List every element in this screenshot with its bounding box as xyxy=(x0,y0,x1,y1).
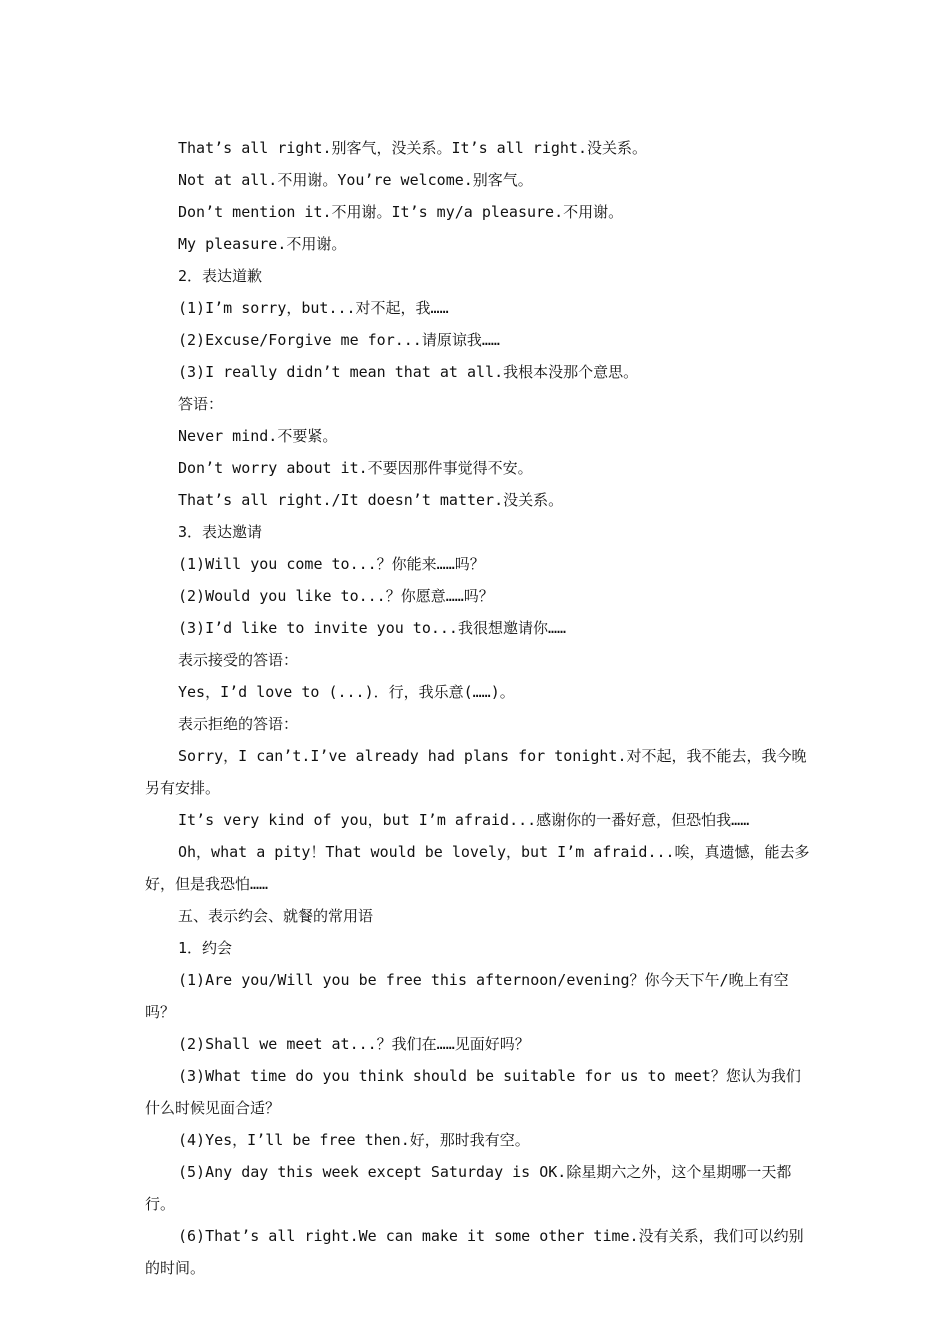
section-heading: 3．表达邀请 xyxy=(178,523,263,541)
text-line: (3)I’d like to invite you to...我很想邀请你…… xyxy=(178,619,567,637)
text-line: Don’t mention it.不用谢。It’s my/a pleasure.不用谢。 xyxy=(178,203,624,221)
section-heading: 五、表示约会、就餐的常用语 xyxy=(178,907,374,925)
text-line: Never mind.不要紧。 xyxy=(178,427,338,445)
text-line: (3)I really didn’t mean that at all.我根本没那个意思。 xyxy=(178,363,639,381)
text-line: (1)Will you come to...？你能来……吗？ xyxy=(178,555,485,573)
text-line: 答语： xyxy=(178,395,224,413)
section-heading: 1．约会 xyxy=(178,939,233,957)
text-line: (2)Would you like to...？你愿意……吗？ xyxy=(178,587,494,605)
text-line: That’s all right.别客气，没关系。It’s all right.没关系。 xyxy=(178,139,647,157)
text-line: 表示接受的答语： xyxy=(178,651,299,669)
text-line: Don’t worry about it.不要因那件事觉得不安。 xyxy=(178,459,533,477)
text-line: (1)Are you/Will you be free this afternoon/evening？你今天下午/晚上有空吗？ xyxy=(145,971,789,1021)
text-line: Yes，I’d love to (...)．行，我乐意(……)。 xyxy=(178,683,515,701)
text-line: (5)Any day this week except Saturday is OK.除星期六之外，这个星期哪一天都行。 xyxy=(145,1163,792,1213)
text-line: (6)That’s all right.We can make it some other time.没有关系，我们可以约别的时间。 xyxy=(145,1227,804,1277)
text-line: Sorry，I can’t.I’ve already had plans for tonight.对不起，我不能去，我今晚另有安排。 xyxy=(145,747,807,797)
text-line: Not at all.不用谢。You’re welcome.别客气。 xyxy=(178,171,533,189)
text-line: Oh，what a pity！That would be lovely，but I’m afraid...唉，真遗憾，能去多好，但是我恐怕…… xyxy=(145,843,810,893)
text-line: 表示拒绝的答语： xyxy=(178,715,299,733)
text-line: (4)Yes，I’ll be free then.好，那时我有空。 xyxy=(178,1131,530,1149)
document-body xyxy=(145,132,810,1284)
text-line: (2)Excuse/Forgive me for...请原谅我…… xyxy=(178,331,500,349)
text-line: (1)I’m sorry，but...对不起，我…… xyxy=(178,299,449,317)
text-line: It’s very kind of you，but I’m afraid...感谢你的一番好意，但恐怕我…… xyxy=(178,811,750,829)
text-line: (3)What time do you think should be suitable for us to meet？您认为我们什么时候见面合适？ xyxy=(145,1067,801,1117)
text-line: My pleasure.不用谢。 xyxy=(178,235,347,253)
text-line: (2)Shall we meet at...？我们在……见面好吗？ xyxy=(178,1035,530,1053)
section-heading: 2．表达道歉 xyxy=(178,267,263,285)
text-line: That’s all right./It doesn’t matter.没关系。 xyxy=(178,491,564,509)
